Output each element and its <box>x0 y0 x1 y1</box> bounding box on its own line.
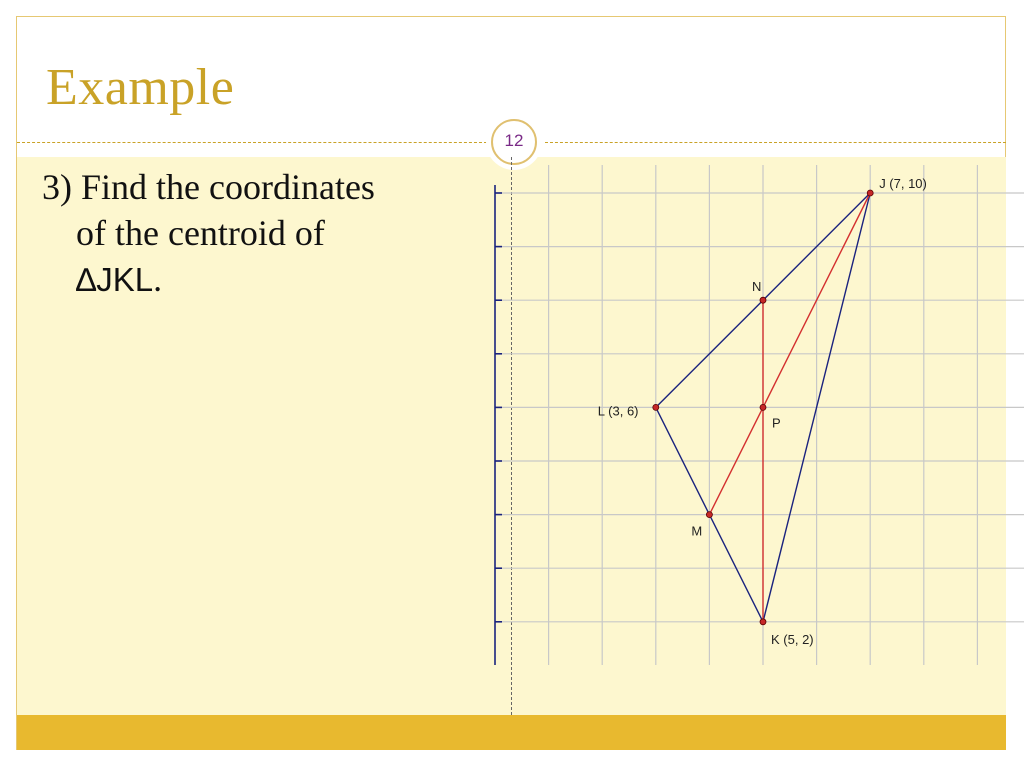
problem-period: . <box>153 259 163 299</box>
slide-title: Example <box>46 59 235 116</box>
y-axis <box>495 185 502 665</box>
point-label-n: N <box>752 279 762 295</box>
point-label-m: M <box>691 523 703 539</box>
slide-number: 12 <box>504 131 524 150</box>
triangle-symbol: ∆ <box>76 261 97 298</box>
footer-bar <box>17 715 1006 750</box>
point-label-k: K (5, 2) <box>771 631 814 647</box>
triangle-name: JKL <box>96 261 154 298</box>
problem-line-1: 3) Find the coordinates <box>42 167 375 207</box>
point-l <box>653 404 659 410</box>
point-label-j: J (7, 10) <box>879 176 927 191</box>
point-label-l: L (3, 6) <box>597 403 639 419</box>
point-label-p: P <box>772 415 781 431</box>
point-m <box>706 512 712 518</box>
problem-line-2: of the centroid of <box>76 213 325 253</box>
point-k <box>760 619 766 625</box>
point-p <box>760 404 766 410</box>
point-j <box>867 190 873 196</box>
point-n <box>760 297 766 303</box>
